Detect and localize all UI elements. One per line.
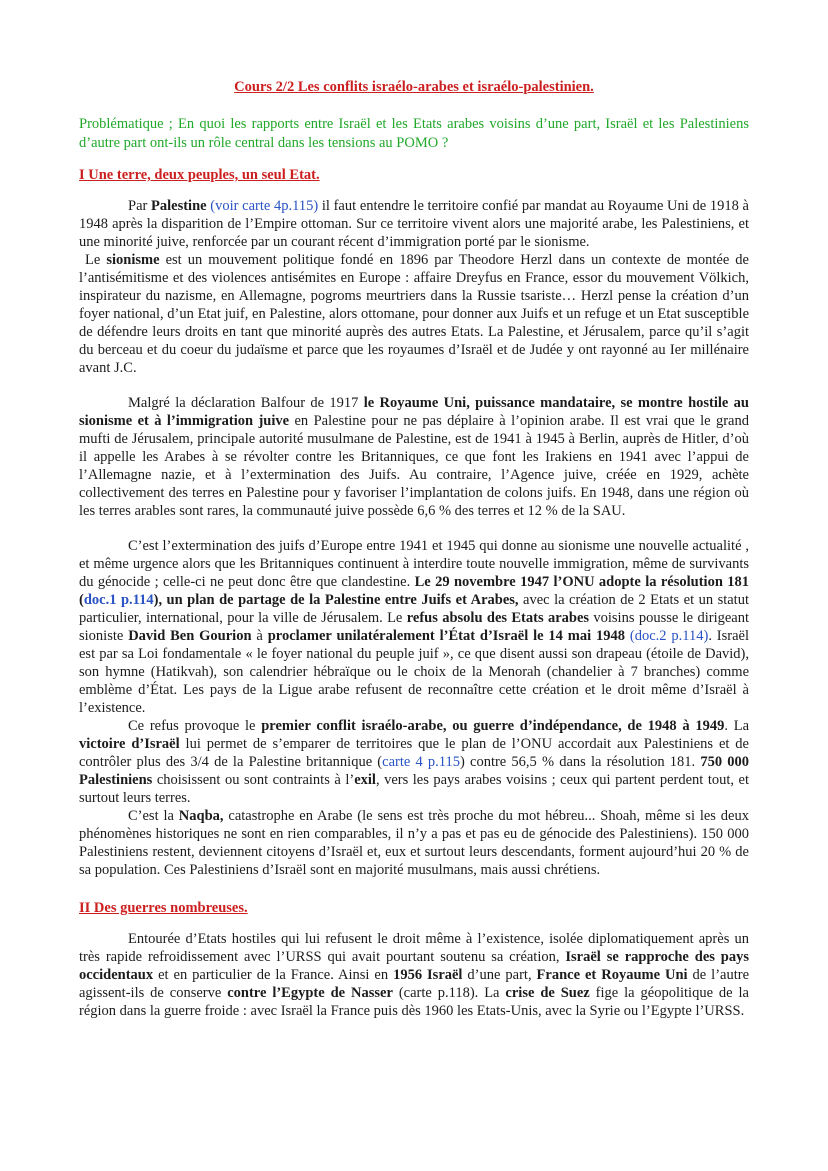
problematique: Problématique ; En quoi les rapports entre Israël et les Etats arabes voisins d’une part, Israël et les Palestiniens d’autre part ont-ils un rôle central dans les tensions au POMO ? [79, 116, 749, 151]
paragraph-sionisme: Le sionisme est un mouvement politique fondé en 1896 par Theodore Herzl dans un contexte de montée de l’antisémitisme et des violences antisémites en Europe : affaire Dreyfus en France, essor du mouvement Völkich, inspirateur du nazisme, en Allemagne, pogroms meurtriers dans la Russie tsariste… Herzl pense la création d’un foyer national, d’un Etat juif, en Palestine, alors ottomane, pour donner aux Juifs et un refuge et un Etat susceptible de défendre leurs droits en tant que minorité auprès des autres Etats. La Palestine, et Jérusalem, parce qu’il s’agit du berceau et du coeur du judaïsme et parce que les royaumes d’Israël et de Judée y ont rayonné au Ier millénaire avant J.C. [79, 252, 749, 376]
paragraph-onu-1947: C’est l’extermination des juifs d’Europe entre 1941 et 1945 qui donne au sionisme une nouvelle actualité , et même urgence alors que les Britanniques continuent à interdire toute nouvelle immigration, même de survivants du génocide ; celle-ci ne peut donc être que clandestine. Le 29 novembre 1947 l’ONU adopte la résolution 181 (doc.1 p.114), un plan de partage de la Palestine entre Juifs et Arabes, avec la création de 2 Etats et un statut particulier, international, pour la ville de Jérusalem. Le refus absolu des Etats arabes voisins pousse le dirigeant sioniste David Ben Gourion à proclamer unilatéralement l’État d’Israël le 14 mai 1948 (doc.2 p.114). Israël est par sa Loi fondamentale « le foyer national du peuple juif », ce que disent aussi son drapeau (étoile de David), son hymne (Hatikvah), son calendrier hébraïque ou le choix de la Menorah (chandelier à 7 branches) comme emblème d’État. Les pays de la Ligue arabe refusent de reconnaître cette création et le droit même d’Israël à l’existence. [79, 538, 750, 716]
paragraph-royaume-uni: Malgré la déclaration Balfour de 1917 le Royaume Uni, puissance mandataire, se montre hostile au sionisme et à l’immigration juive en Palestine pour ne pas déplaire à l’opinion arabe. Il est vrai que le grand mufti de Jérusalem, principale autorité musulmane de Palestine, est de 1941 à 1945 à Berlin, auprès de Hitler, d’où il appelle les Arabes à se révolter contre les Britanniques, ce que font les Irakiens en 1941 avec l’appui de l’Allemagne nazie, et à l’extermination des Juifs. Au contraire, l’Agence juive, créée en 1929, achète collectivement des terres en Palestine pour y favoriser l’implantation de colons juifs. En 1948, dans une région où les terres arables sont rares, la communauté juive possède 6,6 % des terres et 12 % de la SAU. [79, 395, 749, 519]
paragraph-guerre-1948: Ce refus provoque le premier conflit israélo-arabe, ou guerre d’indépendance, de 1948 à 1949. La victoire d’Israël lui permet de s’emparer de territoires que le plan de l’ONU accordait aux Palestiniens et de contrôler plus des 3/4 de la Palestine britannique (carte 4 p.115) contre 56,5 % dans la résolution 181. 750 000 Palestiniens choisissent ou sont contraints à l’exil, vers les pays arabes voisins ; ceux qui partent perdent tout, et surtout leurs terres. [79, 718, 750, 806]
page-title: Cours 2/2 Les conflits israélo-arabes et israélo-palestinien. [234, 79, 594, 95]
document-page [79, 77, 749, 1020]
map-reference: carte 4 p.115 [382, 754, 460, 770]
paragraph-suez: Entourée d’Etats hostiles qui lui refusent le droit même à l’existence, isolée diplomatiquement après un très rapide refroidissement avec l’URSS qui avait pourtant soutenu sa création, Israël se rapproche des pays occidentaux et en particulier de la France. Ainsi en 1956 Israël d’une part, France et Royaume Uni de l’autre agissent-ils de conserve contre l’Egypte de Nasser (carte p.118). La crise de Suez fige la géopolitique de la région dans la guerre froide : avec Israël la France puis dès 1960 les Etats-Unis, avec la Syrie ou l’Egypte l’URSS. [79, 931, 750, 1019]
section-1-title: I Une terre, deux peuples, un seul Etat. [79, 167, 320, 183]
doc-reference: (doc.2 p.114) [625, 628, 709, 644]
paragraph-naqba: C’est la Naqba, catastrophe en Arabe (le sens est très proche du mot hébreu... Shoah, même si les deux phénomènes historiques ne sont en rien comparables, il n’y a pas et pas eu de génocide des Palestiniens). 150 000 Palestiniens restent, deviennent citoyens d’Israël et, eux et surtout leurs descendants, forment aujourd’hui 20 % de sa population. Ces Palestiniens d’Israël sont en majorité musulmans, mais aussi chrétiens. [79, 808, 749, 878]
section-2-title: II Des guerres nombreuses. [79, 900, 248, 916]
doc-reference: doc.1 p.114 [83, 592, 154, 608]
paragraph-palestine: Par Palestine (voir carte 4p.115) il faut entendre le territoire confié par mandat au Royaume Uni de 1918 à 1948 après la disparition de l’Empire ottoman. Sur ce territoire vivent alors une majorité arabe, les Palestiniens, et une minorité juive, renforcée par un courant récent d’immigration porté par le sionisme. [79, 198, 749, 250]
map-reference: (voir carte 4p.115) [206, 198, 319, 214]
